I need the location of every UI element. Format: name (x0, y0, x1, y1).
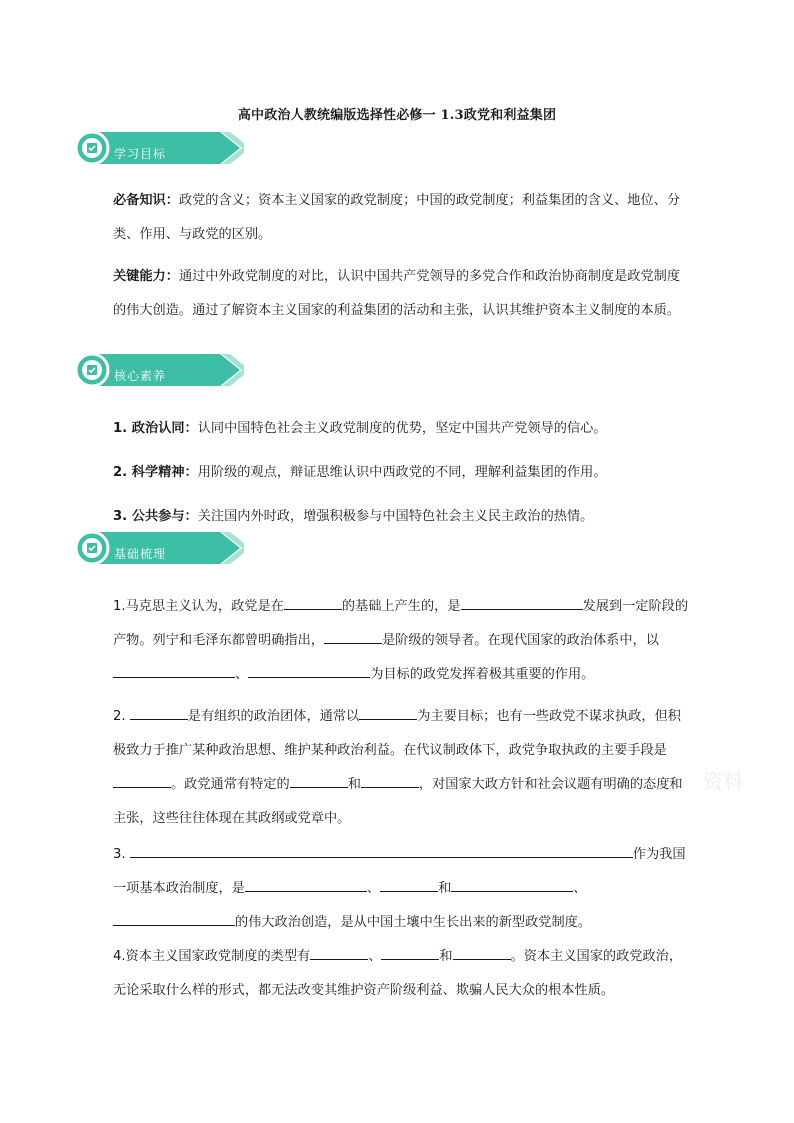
fill-blank[interactable] (284, 593, 342, 610)
literacy-item-1 (113, 412, 693, 446)
literacy-label: 2. 科学精神： (113, 465, 198, 480)
fill-blank[interactable] (461, 593, 583, 610)
section-banner-basics (74, 530, 244, 566)
fill-blank[interactable] (113, 771, 171, 788)
question-text: 是阶级的领导者。在现代国家的政治体系中，以 (382, 633, 659, 648)
fill-blank[interactable] (113, 909, 235, 926)
section-heading: 学习目标 (114, 147, 167, 161)
question-text: 。政党通常有特定的 (171, 777, 290, 792)
fill-blank[interactable] (130, 703, 188, 720)
question-text: 为目标的政党发挥着极其重要的作用。 (370, 667, 595, 682)
fill-blank[interactable] (451, 875, 573, 892)
section-heading: 核心素养 (114, 369, 167, 383)
question-text: 、 (368, 949, 382, 964)
question-text: 和 (438, 881, 452, 896)
literacy-text: 认同中国特色社会主义政党制度的优势，坚定中国共产党领导的信心。 (197, 421, 607, 436)
literacy-item-2 (113, 456, 693, 490)
ability-text: 通过中外政党制度的对比，认识中国共产党领导的多党合作和政治协商制度是政党制度的伟大创造。通过了解资本主义国家的利益集团的活动和主张，认识其维护资本主义制度的本质。 (113, 269, 681, 318)
question-text: 1.马克思主义认为，政党是在 (113, 599, 284, 614)
goal-knowledge (113, 184, 693, 252)
question-text: 、 (366, 881, 381, 896)
literacy-label: 3. 公共参与： (113, 509, 198, 524)
fill-blank[interactable] (381, 943, 439, 960)
question-text: 和 (347, 777, 361, 792)
question-text: 发展到一定阶段的产物。列宁和毛泽东都曾明确指出， (113, 599, 689, 648)
fill-blank[interactable] (245, 875, 367, 892)
basics-question-1 (113, 590, 693, 692)
fill-blank[interactable] (361, 771, 419, 788)
question-text: 的基础上产生的，是 (341, 599, 461, 614)
question-text: 和 (439, 949, 453, 964)
watermark: 资料 (703, 769, 743, 793)
question-text: 、 (573, 881, 587, 896)
fill-blank[interactable] (290, 771, 348, 788)
literacy-text: 关注国内外时政，增强积极参与中国特色社会主义民主政治的热情。 (197, 509, 594, 524)
question-text: 4.资本主义国家政党制度的类型有 (113, 949, 311, 964)
question-text: 为主要目标；也有一些政党不谋求执政，但积极致力于推广某种政治思想、维护某种政治利益。在代议制政体下，政党争取执政的主要手段是 (113, 709, 681, 758)
section-banner-literacy (74, 352, 244, 388)
fill-blank[interactable] (359, 703, 417, 720)
question-text: 、 (235, 667, 249, 682)
basics-question-3 (113, 838, 693, 940)
question-text: 是有组织的政治团体，通常以 (187, 709, 360, 724)
knowledge-text: 政党的含义；资本主义国家的政党制度；中国的政党制度；利益集团的含义、地位、分类、作用、与政党的区别。 (113, 193, 681, 242)
fill-blank[interactable] (453, 943, 511, 960)
question-text: ，对国家大政方针和社会议题有明确的态度和主张，这些往往体现在其政纲或党章中。 (113, 777, 683, 826)
question-text: 3. (113, 847, 130, 862)
question-text: 。资本主义国家的政党政治，无论采取什么样的形式，都无法改变其维护资产阶级利益、欺骗人民大众的根本性质。 (113, 949, 683, 998)
fill-blank[interactable] (380, 875, 438, 892)
ability-label: 关键能力： (113, 269, 179, 284)
fill-blank[interactable] (324, 627, 382, 644)
question-text: 作为我国一项基本政治制度，是 (113, 847, 686, 896)
literacy-label: 1. 政治认同： (113, 421, 198, 436)
page-title: 高中政治人教统编版选择性必修一 1.3政党和利益集团 (237, 108, 557, 123)
fill-blank[interactable] (130, 841, 633, 858)
section-banner-goals (74, 130, 244, 166)
literacy-text: 用阶级的观点，辩证思维认识中西政党的不同，理解利益集团的作用。 (197, 465, 607, 480)
section-heading: 基础梳理 (114, 547, 167, 561)
fill-blank[interactable] (248, 661, 370, 678)
question-text: 2. (113, 709, 130, 724)
basics-question-4 (113, 940, 693, 1008)
question-text: 的伟大政治创造，是从中国土壤中生长出来的新型政党制度。 (235, 915, 592, 930)
fill-blank[interactable] (113, 661, 235, 678)
basics-question-2 (113, 700, 693, 836)
goal-ability (113, 260, 693, 328)
fill-blank[interactable] (310, 943, 368, 960)
literacy-item-3 (113, 500, 693, 534)
knowledge-label: 必备知识： (113, 193, 179, 208)
